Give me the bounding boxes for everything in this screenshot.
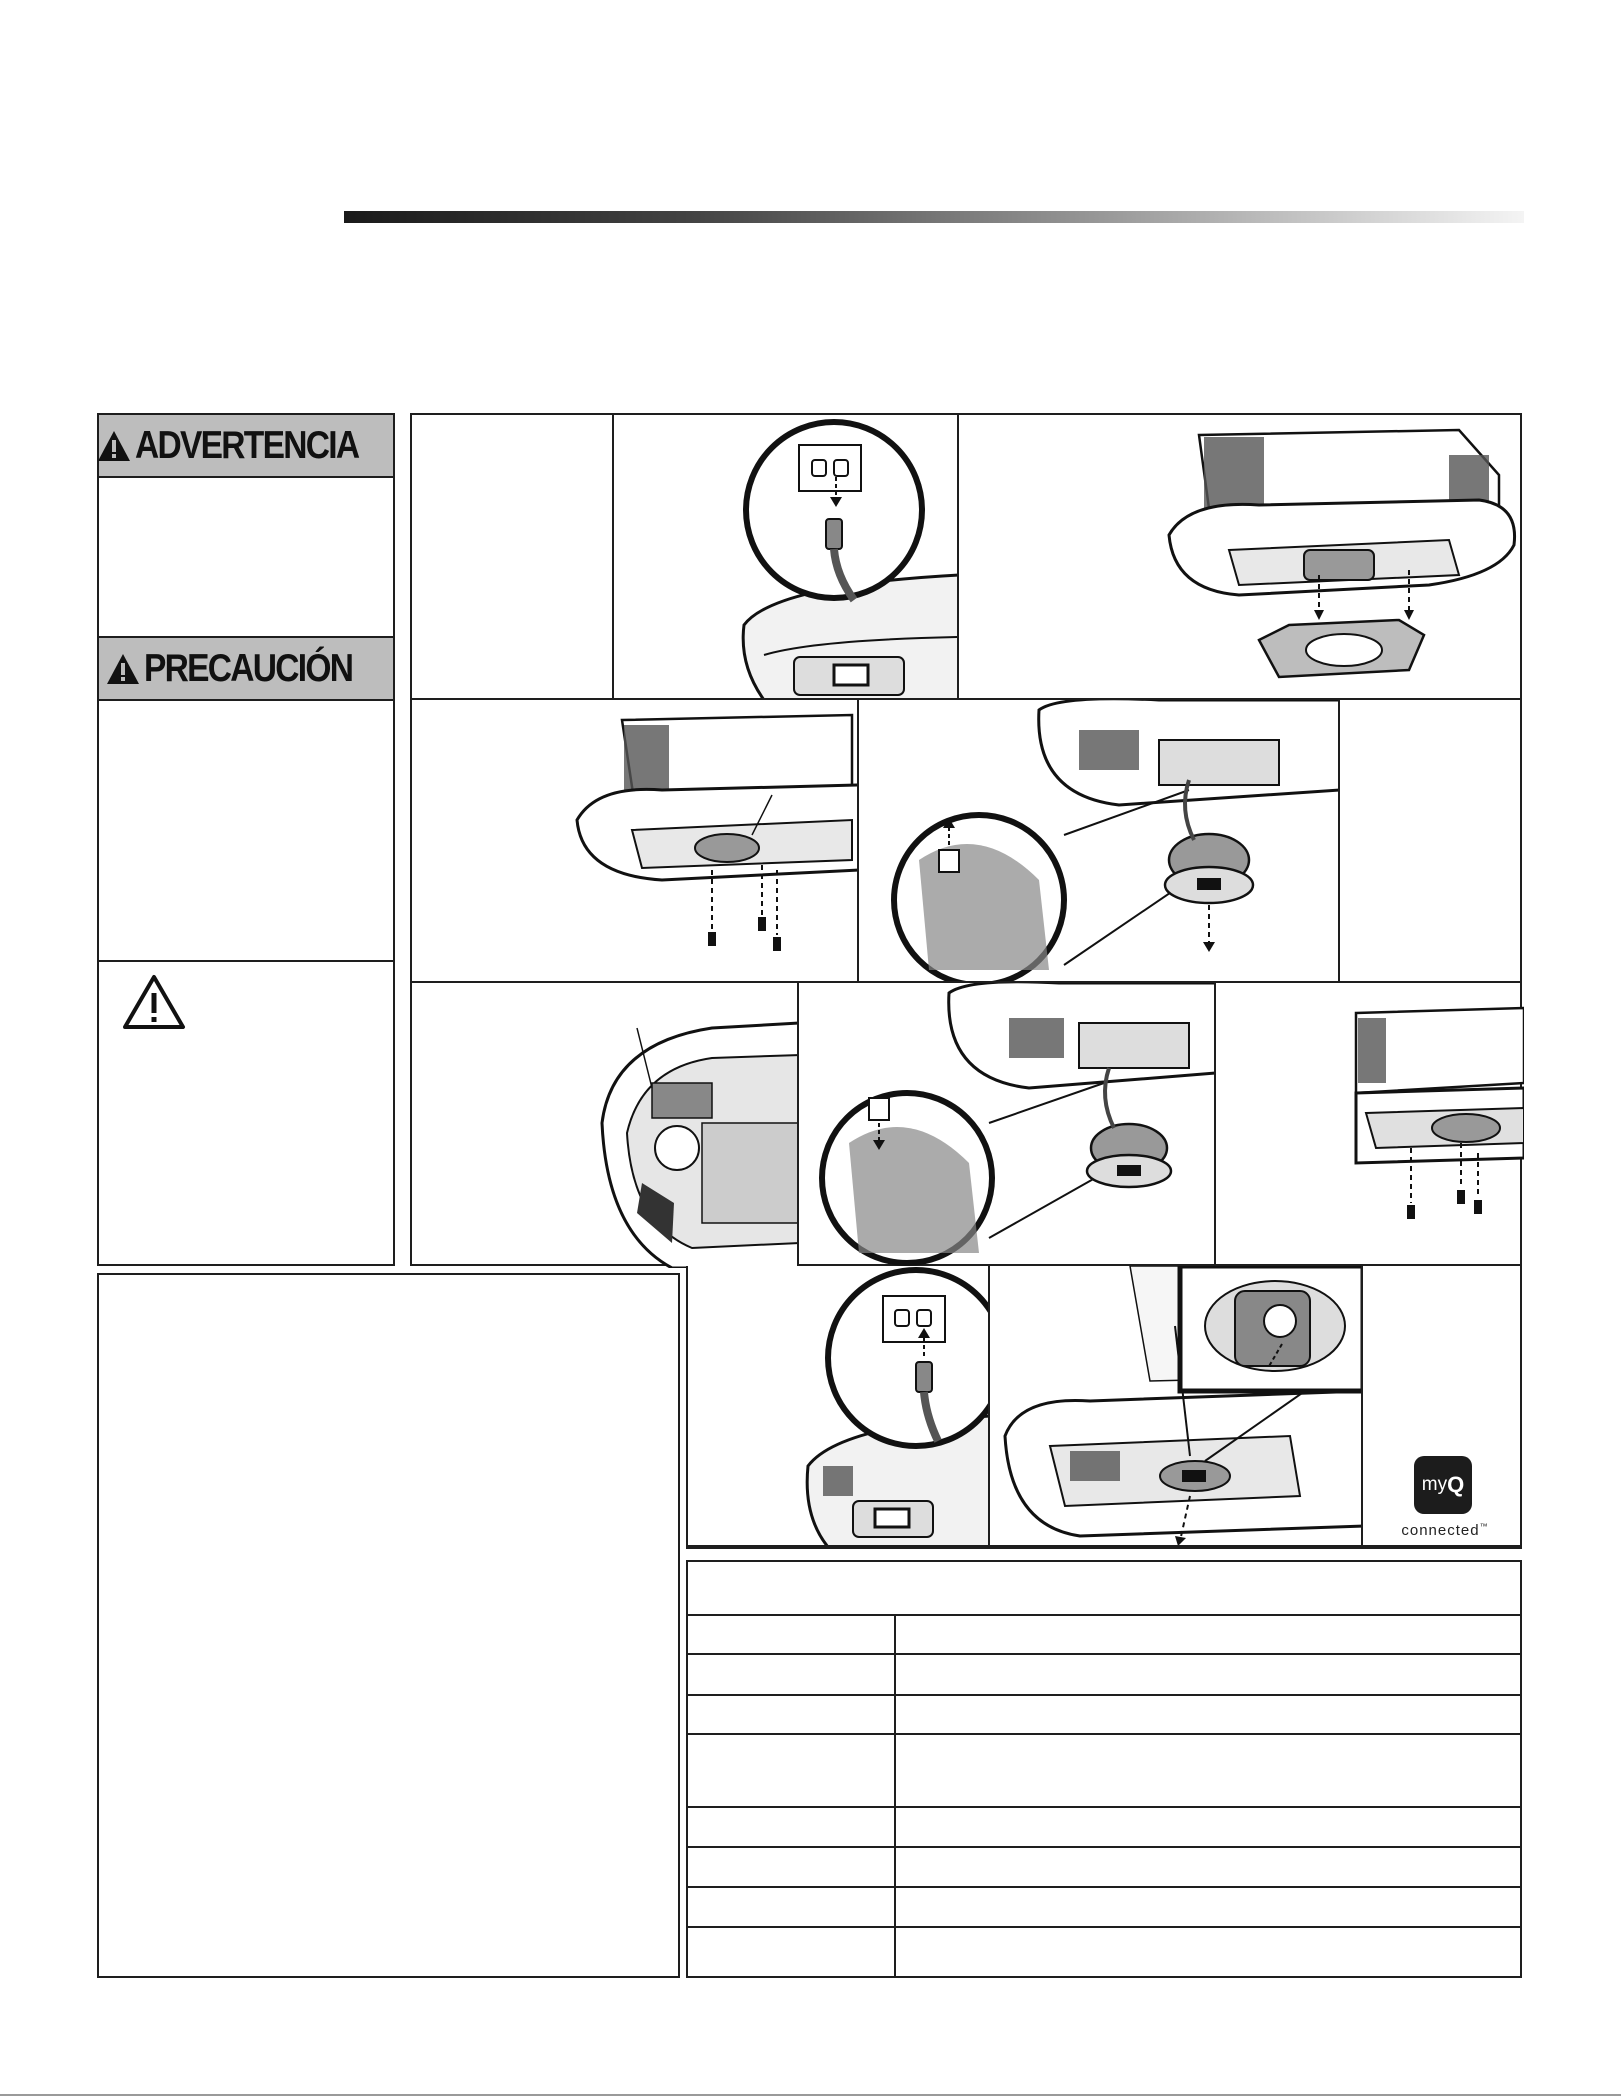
instructions-box	[97, 1273, 680, 1978]
table-row	[688, 1655, 1520, 1696]
illustration-unplug	[614, 415, 959, 700]
panel-empty	[412, 415, 614, 700]
footer-rule	[0, 2094, 1621, 2096]
table-row	[688, 1808, 1520, 1848]
caution-triangle-icon	[121, 973, 187, 1031]
header-rule	[344, 211, 1524, 223]
myq-logo-q: Q	[1447, 1472, 1465, 1497]
illustration-remove-lens	[959, 415, 1522, 700]
illustration-remove-screws	[412, 700, 859, 983]
myq-wordmark-text: connected	[1401, 1522, 1480, 1539]
myq-wordmark	[1400, 1522, 1490, 1539]
myq-trademark: ™	[1479, 1522, 1489, 1531]
table-header-row	[688, 1562, 1520, 1616]
table-row	[688, 1696, 1520, 1735]
illustration-reinstall-screws	[1216, 983, 1524, 1268]
spec-table	[686, 1560, 1522, 1978]
table-row	[688, 1735, 1520, 1808]
divider	[99, 960, 393, 962]
warning-triangle-icon	[97, 430, 131, 462]
illustration-lower-module	[859, 700, 1340, 983]
precaucion-label: PRECAUCIÓN	[143, 646, 353, 690]
warning-triangle-icon	[106, 653, 140, 685]
table-row	[688, 1848, 1520, 1888]
precaucion-header	[99, 638, 393, 701]
table-row	[688, 1928, 1520, 1978]
illustration-plug-in	[688, 1266, 990, 1547]
myq-logo-my: my	[1421, 1474, 1448, 1495]
illustration-row-final	[686, 1266, 1522, 1549]
advertencia-label: ADVERTENCIA	[135, 423, 359, 467]
myq-logo-icon	[1414, 1456, 1472, 1514]
table-row	[688, 1616, 1520, 1655]
illustration-connect-module	[799, 983, 1216, 1268]
warning-column	[97, 413, 395, 1266]
advertencia-header	[99, 415, 393, 478]
illustration-grid	[410, 413, 1522, 1266]
illustration-module-interior	[412, 983, 799, 1268]
panel-empty	[1340, 700, 1522, 983]
table-row	[688, 1888, 1520, 1928]
illustration-attach-lens	[990, 1266, 1363, 1547]
